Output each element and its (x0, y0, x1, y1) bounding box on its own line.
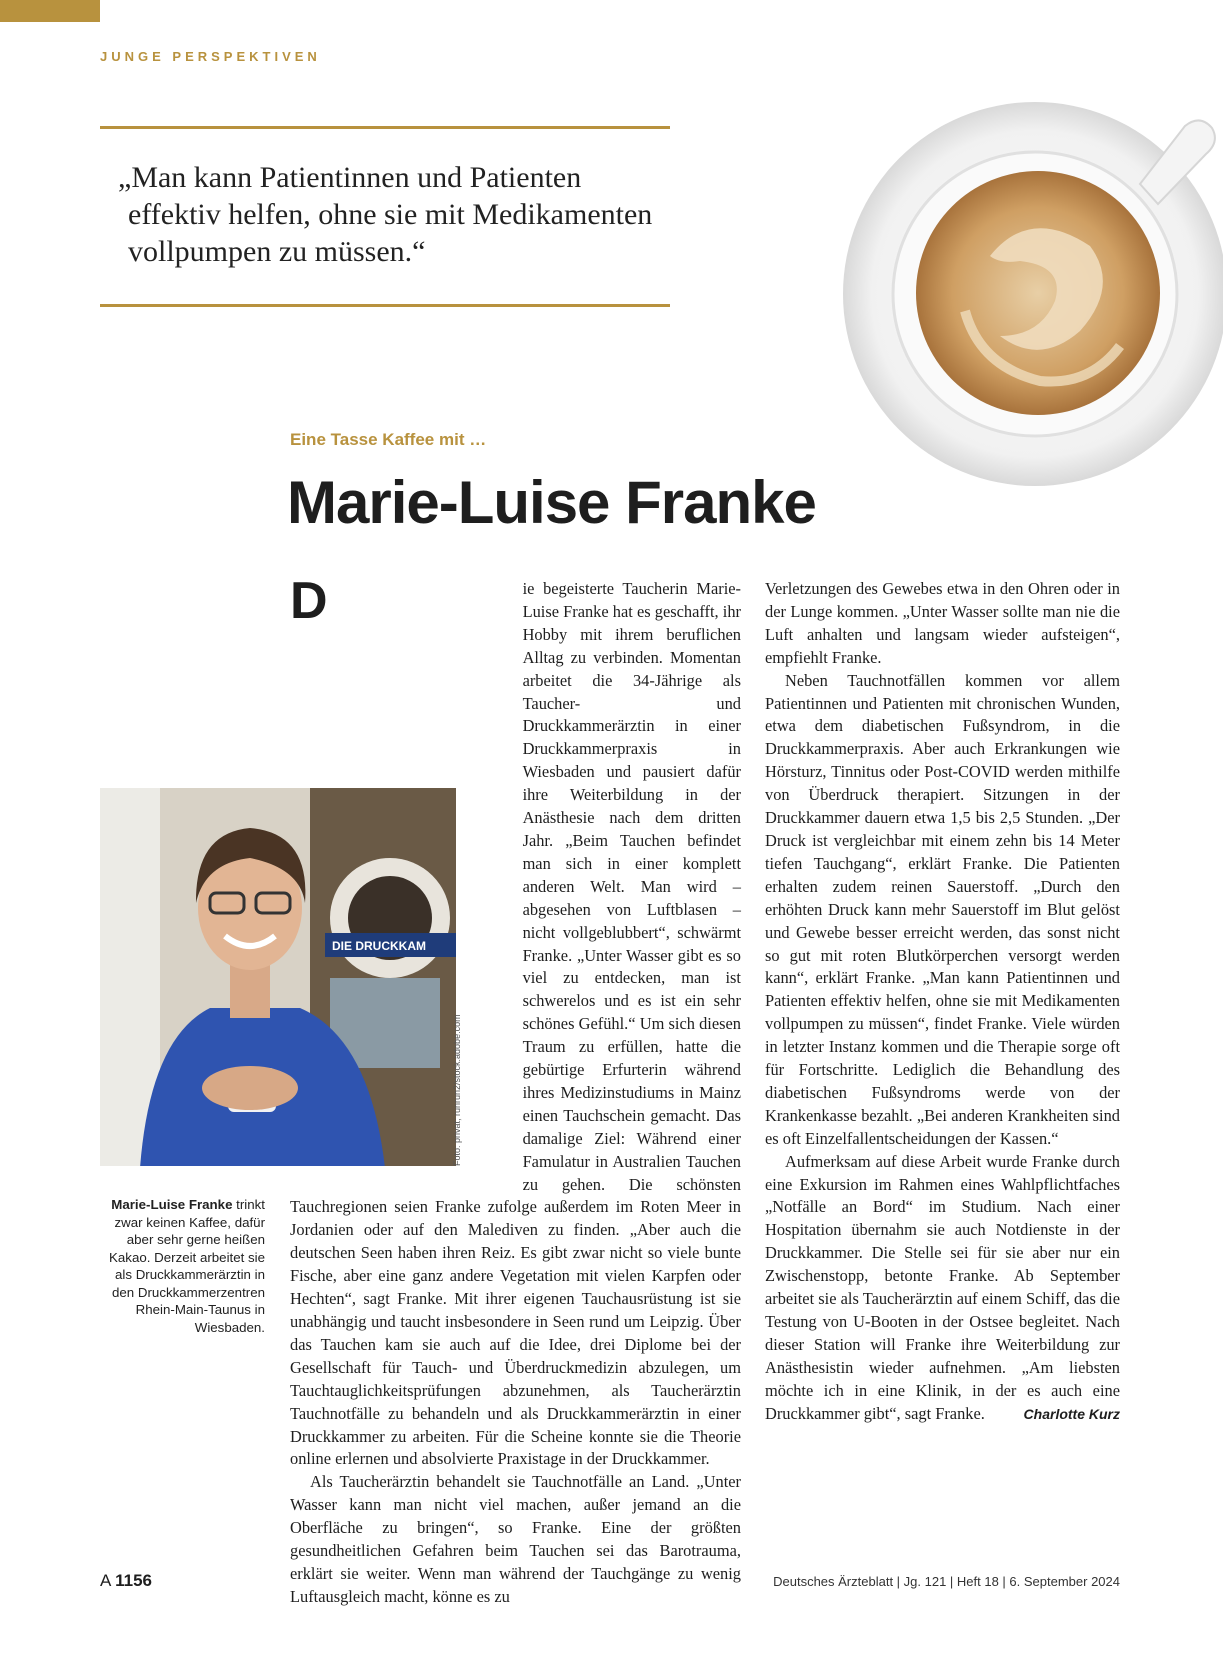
body-paragraph: Verletzungen des Gewebes etwa in den Ohren oder in der Lunge kommen. „Unter Wasser sollte man nie die Luft anhalten und langsam wieder aufsteigen“, empfiehlt Franke. (765, 579, 1120, 667)
drop-cap: D (290, 572, 328, 630)
series-label: Eine Tasse Kaffee mit … (290, 430, 487, 449)
photo-sign-text: DIE DRUCKKAM (332, 939, 426, 953)
pull-quote-box (100, 126, 670, 307)
pull-quote: „Man kann Patientinnen und Patienten effektiv helfen, ohne sie mit Medikamenten vollpumpen zu müssen.“ (118, 161, 653, 268)
section-kicker: JUNGE PERSPEKTIVEN (100, 49, 321, 64)
portrait-photo (100, 788, 456, 1166)
body-paragraph: Als Taucherärztin behandelt sie Tauchnotfälle an Land. „Unter Wasser kann man nicht viel machen, außer jemand an die Oberfläche zu bringen“, so Franke. Eine der größten gesundheitlichen Gefahren beim Tauchen sei das Barotrauma, erklärt sie weiter. Wenn man während der Tauchgänge zu wenig Luftausgleich macht, könne es zu (290, 1472, 741, 1606)
body-paragraph: Aufmerksam auf diese Arbeit wurde Franke durch eine Exkursion im Rahmen eines Wahlpflichtfaches „Notfälle an Bord“ im Studium. Nach einer Hospitation übernahm sie auch Notdienste in der Druckkammer. Die Stelle sei für sie aber nur ein Zwischenstopp, betonte Franke. Ab September arbeitet sie als Taucherärztin auf einem Schiff, das die Testung von U-Booten in der Ostsee begleitet. Nach dieser Station will Franke ihre Weiterbildung zur Anästhesistin wieder aufnehmen. „Am liebsten möchte ich in eine Klinik, in der es auch eine Druckkammer gibt“, sagt Franke. Charlotte Kurz (765, 1151, 1120, 1426)
author-byline: Charlotte Kurz (1023, 1405, 1120, 1422)
caption-text: trinkt zwar keinen Kaffee, dafür aber sehr gerne heißen Kakao. Derzeit arbeitet sie als Druckkammerärztin in den Druckkammerzentren Rhein-Main-Taunus in Wiesbaden. (109, 1197, 265, 1335)
body-paragraph: Neben Tauchnotfällen kommen vor allem Patientinnen und Patienten mit chronischen Wunden, etwa dem diabetischen Fußsyndrom, in die Druckkammerpraxis. Aber auch Erkrankungen wie Hörsturz, Tinnitus oder Post-COVID werden mithilfe von Überdruck therapiert. Sitzungen in der Druckkammer dauern etwa 1,5 bis 2,5 Stunden. „Der Druck ist vergleichbar mit einem zehn bis 14 Meter tiefen Tauchgang“, erklärt Franke. Die Patienten erhalten zudem reinen Sauerstoff. „Durch den erhöhten Druck kann mehr Sauerstoff im Blut gelöst und Gewebe besser erreicht werden, das sonst nicht so gut mit roten Blutkörperchen versorgt werden kann“, erklärt Franke. „Man kann Patientinnen und Patienten effektiv helfen, ohne sie mit Medikamenten vollpumpen zu müssen“, findet Franke. Viele würden in letzter Instanz kommen und die Therapie sorge oft für Fortschritte. Lediglich die Behandlung des diabetischen Fußsyndroms werde von der Krankenkasse bezahlt. „Bei anderen Krankheiten sind es oft Einzelfallentscheidungen der Kassen.“ (765, 670, 1120, 1148)
photo-caption (100, 1196, 265, 1336)
corner-color-tab (0, 0, 100, 22)
coffee-cup-image (840, 96, 1223, 490)
caption-name: Marie-Luise Franke (111, 1197, 233, 1212)
body-paragraph: ie begeisterte Taucherin Marie-Luise Franke hat es geschafft, ihr Hobby mit ihrem beruflichen Alltag zu verbinden. Momentan arbeitet die 34-Jährige als Taucher- und Druckkammerärztin in einer Druckkammerpraxis in Wiesbaden und pausiert dafür ihre Weiterbildung in der Anästhesie nach dem dritten Jahr. „Beim Tauchen befindet man sich in einer komplett anderen Welt. Man wird – abgesehen von Luftblasen – nicht vollgeblubbert“, schwärmt Franke. „Unter Wasser gibt es so viel zu entdecken, man ist schwerelos und es ist ein sehr schönes Gefühl.“ Um sich diesen Traum zu erfüllen, hatte die gebürtige Erfurterin während ihres Medizinstudiums in Mainz einen Tauchschein gemacht. Das damalige Ziel: Während einer Famulatur in Australien Tauchen zu gehen. Die schönsten Tauchregionen seien Franke zufolge außerdem im Roten Meer in Jordanien oder auf den Malediven zu finden. „Aber auch die deutschen Seen haben ihren Reiz. Es gibt zwar nicht so viele bunte Fische, aber eine ganz andere Vegetation mit vielen Karpfen oder Hechten“, sagt Franke. Mit ihrer eigenen Tauchausrüstung ist sie unabhängig und taucht insbesondere in Seen rund um Leipzig. Über das Tauchen kam sie auch auf die Idee, drei Diplome bei der Gesellschaft für Tauch- und Überdruckmedizin abzulegen, um Tauchtauglichkeitsprüfungen abzunehmen, als Taucherärztin Tauchnotfälle zu behandeln und als Druckkammerärztin in einer Druckkammer zu arbeiten. Für die Scheine konnte sie die Theorie online erlernen und absolvierte Praxistage in der Druckkammer. (290, 578, 741, 1471)
article-headline: Marie-Luise Franke (287, 469, 816, 536)
photo-credit: Foto: privat; runrun2/stock.adobe.com (452, 1014, 462, 1166)
article-body-right (765, 578, 1120, 1426)
journal-footer: Deutsches Ärzteblatt | Jg. 121 | Heft 18 | 6. September 2024 (773, 1574, 1120, 1589)
page-number: A 1156 (100, 1571, 153, 1590)
